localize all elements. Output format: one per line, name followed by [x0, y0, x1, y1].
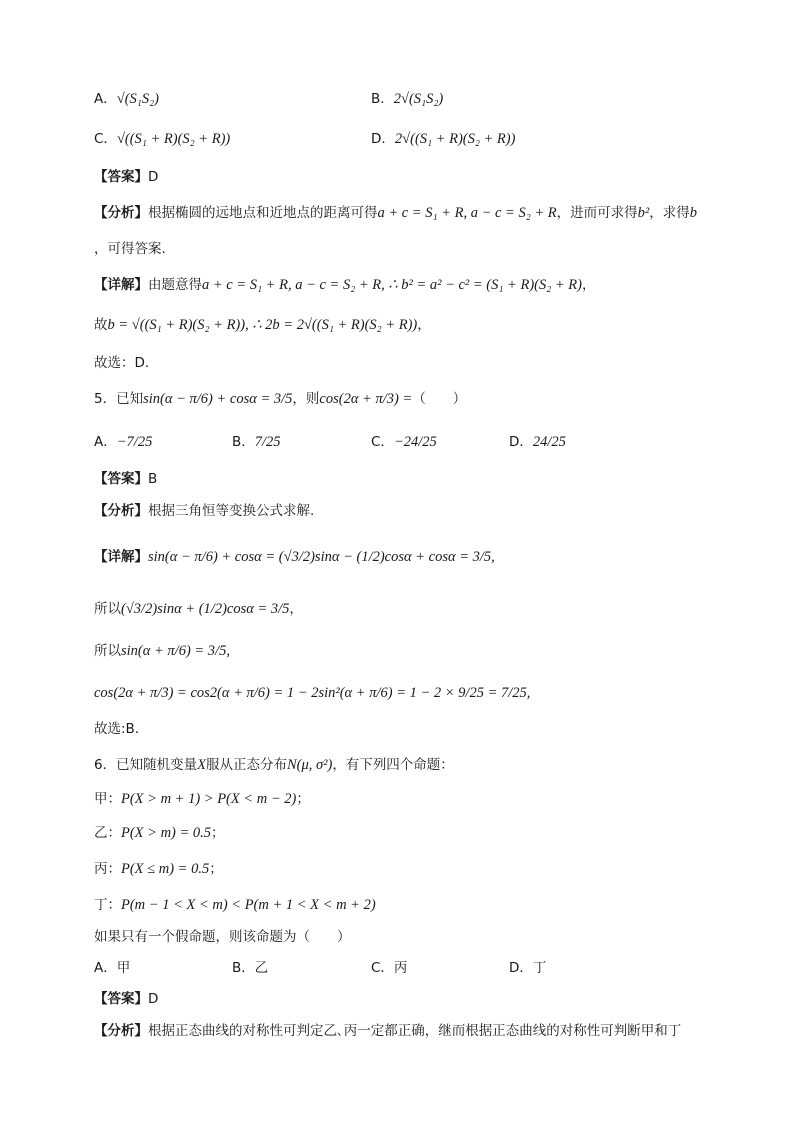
q4-detail: [94, 274, 596, 296]
option-label: B．: [232, 434, 255, 450]
math-expression: sin(α + π/6) = 3/5,: [121, 643, 230, 659]
q5-step-2: [94, 598, 303, 620]
option-label: C．: [371, 434, 394, 450]
option-label: A．: [94, 91, 117, 107]
proposition-label: 丁：: [94, 897, 121, 913]
math-expression: b = √((S₁ + R)(S₂ + R)), ∴ 2b = 2√((S₁ + R)(S₂ + R)): [107, 317, 418, 333]
option-text: B．乙: [232, 960, 269, 976]
punctuation: ，: [582, 277, 596, 293]
punctuation: ；: [296, 791, 310, 807]
q6-question: [94, 926, 351, 948]
q6-proposition-2: [94, 822, 225, 844]
answer-value: D: [148, 991, 159, 1007]
answer-value: D: [148, 169, 159, 185]
math-expression: (√3/2)sinα + (1/2)cosα = 3/5: [121, 601, 290, 617]
q4-option-a: [94, 88, 159, 110]
math-expression: P(X > m) = 0.5: [121, 825, 212, 841]
math-expression: √((S₁ + R)(S₂ + R)): [116, 131, 231, 147]
q6-proposition-3: [94, 858, 223, 880]
question-number: 5．已知: [94, 391, 144, 407]
punctuation: ；: [211, 825, 225, 841]
option-value: −7/25: [116, 434, 153, 450]
stem-text: 服从正态分布: [205, 757, 287, 773]
math-expression: X: [197, 757, 206, 773]
q6-option-c: [371, 956, 407, 976]
q5-option-a: [94, 430, 152, 451]
q5-analysis: [94, 500, 314, 522]
option-value: 7/25: [254, 434, 281, 450]
detail-text: 故: [94, 317, 108, 333]
q6-stem: [94, 754, 454, 776]
stem-blank: （ ）: [412, 391, 467, 407]
analysis-text: 根据三角恒等变换公式求解.: [148, 503, 315, 519]
stem-text: ，有下列四个命题：: [332, 757, 454, 773]
step-prefix: 所以: [94, 643, 121, 659]
option-value: 24/25: [532, 434, 566, 450]
q4-analysis-cont: [94, 238, 166, 260]
detail-tag: 【详解】: [94, 277, 148, 293]
q4-option-b: [371, 88, 443, 110]
q6-analysis: [94, 1020, 681, 1042]
analysis-tag: 【分析】: [94, 205, 148, 221]
q5-stem: [94, 388, 466, 410]
option-text: D．丁: [509, 960, 547, 976]
analysis-tag: 【分析】: [94, 1023, 148, 1039]
punctuation: ，: [289, 601, 303, 617]
answer-tag: 【答案】: [94, 169, 148, 185]
choice-text: 故选：D.: [94, 355, 150, 371]
math-expression: cos(2α + π/3) =: [319, 391, 413, 407]
math-expression: √(S₁S₂): [116, 91, 159, 107]
punctuation: ，: [417, 317, 431, 333]
math-expression: sin(α − π/6) + cosα = 3/5: [143, 391, 293, 407]
analysis-text: 根据椭圆的远地点和近地点的距离可得: [148, 205, 378, 221]
math-expression: cos(2α + π/3) = cos2(α + π/6) = 1 − 2sin²(α + π/6) = 1 − 2 × 9/25 = 7/25,: [94, 685, 531, 701]
q5-option-d: [509, 430, 566, 451]
math-expression: sin(α − π/6) + cosα = (√3/2)sinα − (1/2)cosα + cosα = 3/5,: [148, 549, 495, 565]
option-text: A．甲: [94, 960, 131, 976]
analysis-text: ，求得: [649, 205, 690, 221]
q4-option-c: [94, 128, 230, 150]
math-expression: 2√(S₁S₂): [393, 91, 444, 107]
option-label: B．: [371, 91, 394, 107]
question-text: 如果只有一个假命题，则该命题为（ ）: [94, 929, 351, 945]
proposition-label: 丙：: [94, 861, 121, 877]
q5-option-c: [371, 430, 437, 451]
q6-option-b: [232, 956, 268, 976]
detail-tag: 【详解】: [94, 549, 148, 565]
math-expression: a + c = S₁ + R, a − c = S₂ + R, ∴ b² = a² − c² = (S₁ + R)(S₂ + R): [202, 277, 582, 293]
option-label: C．: [94, 131, 117, 147]
option-value: −24/25: [393, 434, 437, 450]
answer-tag: 【答案】: [94, 991, 148, 1007]
math-expression: b²: [637, 205, 650, 221]
q5-answer: [94, 468, 157, 490]
q4-option-d: [371, 128, 515, 150]
math-expression: P(X ≤ m) = 0.5: [121, 861, 210, 877]
q4-detail-cont: [94, 314, 431, 336]
q4-answer: [94, 166, 158, 188]
option-text: C．丙: [371, 960, 408, 976]
q6-proposition-1: [94, 788, 310, 810]
stem-text: ，则: [292, 391, 320, 407]
choice-text: 故选:B.: [94, 721, 140, 737]
answer-value: B: [148, 471, 158, 487]
option-label: D．: [509, 434, 533, 450]
q5-option-b: [232, 430, 281, 451]
analysis-tag: 【分析】: [94, 503, 148, 519]
step-prefix: 所以: [94, 601, 121, 617]
analysis-text: 根据正态曲线的对称性可判定乙､丙一定都正确，继而根据正态曲线的对称性可判断甲和丁: [148, 1023, 682, 1039]
q5-step-4: [94, 682, 530, 704]
math-expression: N(μ, σ²): [286, 757, 333, 773]
math-expression: a + c = S₁ + R, a − c = S₂ + R: [377, 205, 557, 221]
proposition-label: 甲：: [94, 791, 121, 807]
q4-analysis: [94, 202, 697, 224]
option-label: A．: [94, 434, 117, 450]
math-expression: P(m − 1 < X < m) < P(m + 1 < X < m + 2): [121, 897, 376, 913]
punctuation: ；: [209, 861, 223, 877]
option-label: D．: [371, 131, 395, 147]
q6-option-d: [509, 956, 546, 976]
q4-choice: [94, 352, 149, 374]
analysis-text: ，进而可求得: [556, 205, 638, 221]
q5-choice: [94, 718, 139, 740]
answer-tag: 【答案】: [94, 471, 148, 487]
math-expression: b: [689, 205, 697, 221]
math-expression: P(X > m + 1) > P(X < m − 2): [121, 791, 297, 807]
q6-option-a: [94, 956, 130, 976]
detail-text: 由题意得: [148, 277, 202, 293]
proposition-label: 乙：: [94, 825, 121, 841]
question-number: 6．已知随机变量: [94, 757, 198, 773]
q5-detail: [94, 546, 495, 568]
analysis-text: ，可得答案.: [94, 241, 166, 257]
q6-proposition-4: [94, 894, 376, 916]
math-expression: 2√((S₁ + R)(S₂ + R)): [394, 131, 516, 147]
q6-answer: [94, 988, 158, 1010]
q5-step-3: [94, 640, 230, 662]
